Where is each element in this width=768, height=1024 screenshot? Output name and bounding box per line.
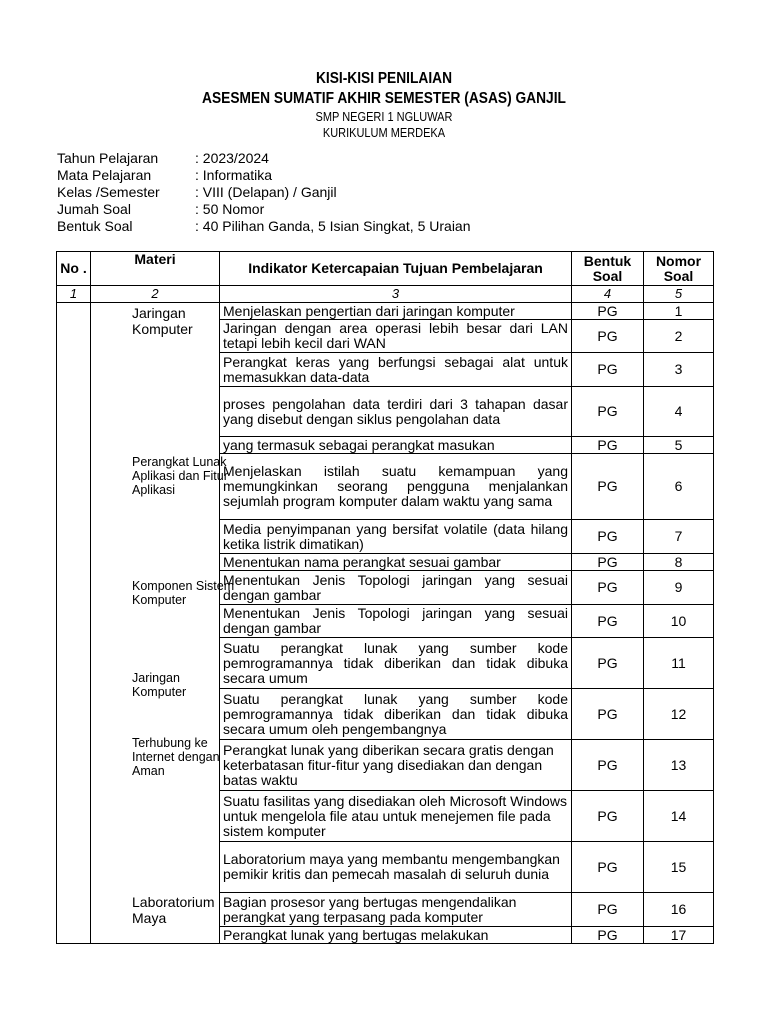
bentuk-cell: PG	[572, 893, 644, 927]
bentuk-cell: PG	[572, 791, 644, 842]
nomor-cell: 2	[644, 320, 714, 353]
bentuk-cell: PG	[572, 437, 644, 454]
indikator-cell: Menentukan Jenis Topologi jaringan yang sesuai dengan gambar	[220, 605, 572, 638]
document-subtitle: ASESMEN SUMATIF AKHIR SEMESTER (ASAS) GANJIL	[202, 90, 566, 107]
indikator-cell: Suatu perangkat lunak yang sumber kode pemrogramannya tidak diberikan dan tidak dibuka secara umum	[220, 638, 572, 689]
kisi-kisi-table	[56, 251, 714, 944]
bentuk-cell: PG	[572, 454, 644, 520]
bentuk-cell: PG	[572, 353, 644, 387]
info-label: Mata Pelajaran	[57, 167, 152, 183]
nomor-cell: 13	[644, 740, 714, 791]
table-row	[57, 303, 714, 320]
nomor-cell: 11	[644, 638, 714, 689]
info-label: Bentuk Soal	[57, 218, 133, 234]
bentuk-cell: PG	[572, 387, 644, 437]
nomor-cell: 17	[644, 927, 714, 944]
indikator-cell: proses pengolahan data terdiri dari 3 tahapan dasar yang disebut dengan siklus pengolahan data	[220, 387, 572, 437]
header-no: No .	[57, 252, 91, 286]
info-row-year	[57, 150, 471, 167]
indikator-cell: Menentukan Jenis Topologi jaringan yang sesuai dengan gambar	[220, 571, 572, 605]
nomor-cell: 6	[644, 454, 714, 520]
nomor-cell: 12	[644, 689, 714, 740]
header-materi: Materi	[91, 252, 220, 286]
bentuk-cell: PG	[572, 320, 644, 353]
table-header-row	[57, 252, 714, 286]
materi-label: Komponen Sistem Komputer	[132, 579, 235, 607]
nomor-cell: 15	[644, 842, 714, 893]
indikator-cell: Menjelaskan istilah suatu kemampuan yang memungkinkan seorang pengguna menjalankan sejumlah program komputer dalam waktu yang sama	[220, 454, 572, 520]
col-number: 4	[572, 286, 644, 303]
indikator-cell: Menentukan nama perangkat sesuai gambar	[220, 554, 572, 571]
nomor-cell: 1	[644, 303, 714, 320]
bentuk-cell: PG	[572, 638, 644, 689]
info-row-count	[57, 201, 471, 218]
indikator-cell: Perangkat lunak yang bertugas melakukan	[220, 927, 572, 944]
curriculum-name: KURIKULUM MERDEKA	[322, 126, 446, 140]
nomor-cell: 5	[644, 437, 714, 454]
indikator-cell: Perangkat lunak yang diberikan secara gratis dengan keterbatasan fitur-fitur yang disediakan dan dengan batas waktu	[220, 740, 572, 791]
document-title: KISI-KISI PENILAIAN	[315, 70, 453, 87]
column-number-row	[57, 286, 714, 303]
no-cell	[57, 303, 91, 944]
bentuk-cell: PG	[572, 303, 644, 320]
nomor-cell: 4	[644, 387, 714, 437]
school-name: SMP NEGERI 1 NGLUWAR	[315, 110, 453, 124]
info-value: : 50 Nomor	[195, 201, 265, 217]
indikator-cell: Perangkat keras yang berfungsi sebagai alat untuk memasukkan data-data	[220, 353, 572, 387]
bentuk-cell: PG	[572, 554, 644, 571]
indikator-cell: Suatu perangkat lunak yang sumber kode pemrogramannya tidak diberikan dan tidak dibuka secara umum oleh pengembangnya	[220, 689, 572, 740]
header-indikator: Indikator Ketercapaian Tujuan Pembelajaran	[220, 252, 572, 286]
info-row-subject	[57, 167, 471, 184]
col-number: 3	[220, 286, 572, 303]
nomor-cell: 10	[644, 605, 714, 638]
indikator-cell: Jaringan dengan area operasi lebih besar dari LAN tetapi lebih kecil dari WAN	[220, 320, 572, 353]
bentuk-cell: PG	[572, 689, 644, 740]
materi-label: Jaringan Komputer	[132, 671, 187, 699]
nomor-cell: 16	[644, 893, 714, 927]
indikator-cell: Media penyimpanan yang bersifat volatile (data hilang ketika listrik dimatikan)	[220, 520, 572, 554]
bentuk-cell: PG	[572, 520, 644, 554]
nomor-cell: 7	[644, 520, 714, 554]
materi-cell	[91, 303, 235, 944]
col-number: 1	[57, 286, 91, 303]
info-value: : 40 Pilihan Ganda, 5 Isian Singkat, 5 Uraian	[195, 218, 471, 234]
materi-label: Perangkat Lunak Aplikasi dan Fitur Aplikasi	[132, 455, 228, 497]
nomor-cell: 8	[644, 554, 714, 571]
materi-label: Laboratorium Maya	[132, 894, 215, 926]
indikator-cell: Laboratorium maya yang membantu mengembangkan pemikir kritis dan pemecah masalah di seluruh dunia	[220, 842, 572, 893]
header-bentuk: Bentuk Soal	[572, 252, 644, 286]
document-info	[57, 150, 471, 235]
materi-label: Terhubung ke Internet dengan Aman	[132, 736, 220, 778]
col-number: 5	[644, 286, 714, 303]
materi-label: Jaringan Komputer	[132, 305, 193, 337]
bentuk-cell: PG	[572, 571, 644, 605]
info-value: : Informatika	[195, 167, 273, 183]
nomor-cell: 3	[644, 353, 714, 387]
col-number: 2	[91, 286, 220, 303]
bentuk-cell: PG	[572, 927, 644, 944]
nomor-cell: 14	[644, 791, 714, 842]
info-value: : 2023/2024	[195, 150, 269, 166]
bentuk-cell: PG	[572, 842, 644, 893]
bentuk-cell: PG	[572, 740, 644, 791]
info-row-type	[57, 218, 471, 235]
info-label: Jumah Soal	[57, 201, 131, 217]
info-label: Kelas /Semester	[57, 184, 160, 200]
indikator-cell: yang termasuk sebagai perangkat masukan	[220, 437, 572, 454]
bentuk-cell: PG	[572, 605, 644, 638]
nomor-cell: 9	[644, 571, 714, 605]
indikator-cell: Suatu fasilitas yang disediakan oleh Microsoft Windows untuk mengelola file atau untuk menejemen file pada sistem komputer	[220, 791, 572, 842]
info-row-class	[57, 184, 471, 201]
info-value: : VIII (Delapan) / Ganjil	[195, 184, 337, 200]
info-label: Tahun Pelajaran	[57, 150, 159, 166]
header-nomor: Nomor Soal	[644, 252, 714, 286]
indikator-cell: Bagian prosesor yang bertugas mengendalikan perangkat yang terpasang pada komputer	[220, 893, 572, 927]
indikator-cell: Menjelaskan pengertian dari jaringan komputer	[220, 303, 572, 320]
